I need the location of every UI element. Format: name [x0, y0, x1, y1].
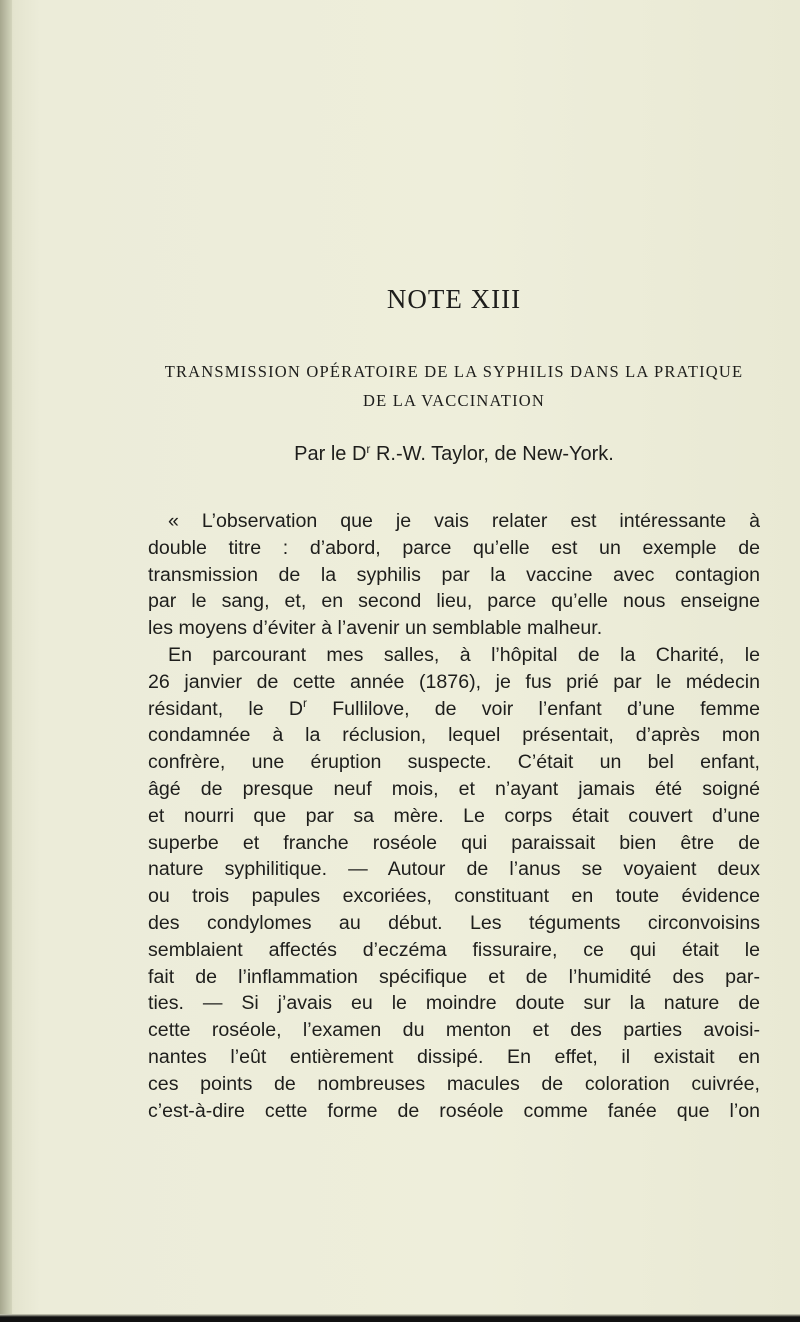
text-line: et nourri que par sa mère. Le corps était couvert d’une: [148, 804, 760, 827]
text-line: fait de l’inflammation spécifique et de l’humidité des par-: [148, 965, 760, 988]
subtitle-line: DE LA VACCINATION: [362, 391, 546, 410]
text-fragment: Fullilove, de voir l’enfant d’une femme: [307, 697, 760, 720]
title-sup: r: [303, 695, 307, 710]
text-line: transmission de la syphilis par la vaccine avec contagion: [148, 563, 760, 586]
text-line: 26 janvier de cette année (1876), je fus prié par le médecin: [148, 670, 760, 693]
body-text: [148, 508, 760, 1124]
text-line: double titre : d’abord, parce qu’elle est un exemple de: [148, 536, 760, 559]
text-line: par le sang, et, en second lieu, parce qu’elle nous enseigne: [148, 590, 760, 613]
text-line: ou trois papules excoriées, constituant en toute évidence: [148, 885, 760, 908]
note-title: NOTE XIII: [386, 284, 522, 314]
text-line: superbe et franche roséole qui paraissait bien être de: [148, 831, 760, 854]
text-line: âgé de presque neuf mois, et n’ayant jamais été soigné: [148, 777, 760, 800]
text-line: En parcourant mes salles, à l’hôpital de la Charité, le: [168, 643, 760, 666]
author-prefix: Par le D: [294, 443, 367, 465]
text-line: confrère, une éruption suspecte. C’était un bel enfant,: [148, 751, 760, 774]
text-fragment: résidant, le D: [148, 697, 303, 720]
text-line: « L’observation que je vais relater est intéressante à: [168, 510, 760, 532]
text-line: [148, 696, 760, 723]
text-line: semblaient affectés d’eczéma fissuraire, ce qui était le: [148, 938, 760, 961]
text-line: nantes l’eût entièrement dissipé. En effet, il existait en: [148, 1045, 760, 1068]
text-line: les moyens d’éviter à l’avenir un semblable malheur.: [148, 617, 603, 640]
author-name: R.-W. Taylor, de New-York.: [370, 443, 614, 465]
page-bottom-edge: [0, 1314, 800, 1322]
chapter-subtitle: [148, 357, 760, 415]
text-line: cette roséole, l’examen du menton et des parties avoisi-: [148, 1019, 760, 1042]
subtitle-line: TRANSMISSION OPÉRATOIRE DE LA SYPHILIS DANS LA PRATIQUE: [164, 362, 744, 381]
author-title-sup: r: [366, 442, 371, 456]
text-line: c’est-à-dire cette forme de roséole comme fanée que l’on: [148, 1099, 760, 1122]
text-line: condamnée à la réclusion, lequel présentait, d’après mon: [148, 724, 760, 747]
text-line: ties. — Si j’avais eu le moindre doute sur la nature de: [148, 992, 760, 1015]
text-line: des condylomes au début. Les téguments circonvoisins: [148, 911, 760, 934]
author-line: [148, 440, 760, 468]
page-gutter-shadow: [0, 0, 12, 1322]
text-line: ces points de nombreuses macules de coloration cuivrée,: [148, 1072, 760, 1095]
text-line: nature syphilitique. — Autour de l’anus se voyaient deux: [148, 858, 760, 881]
